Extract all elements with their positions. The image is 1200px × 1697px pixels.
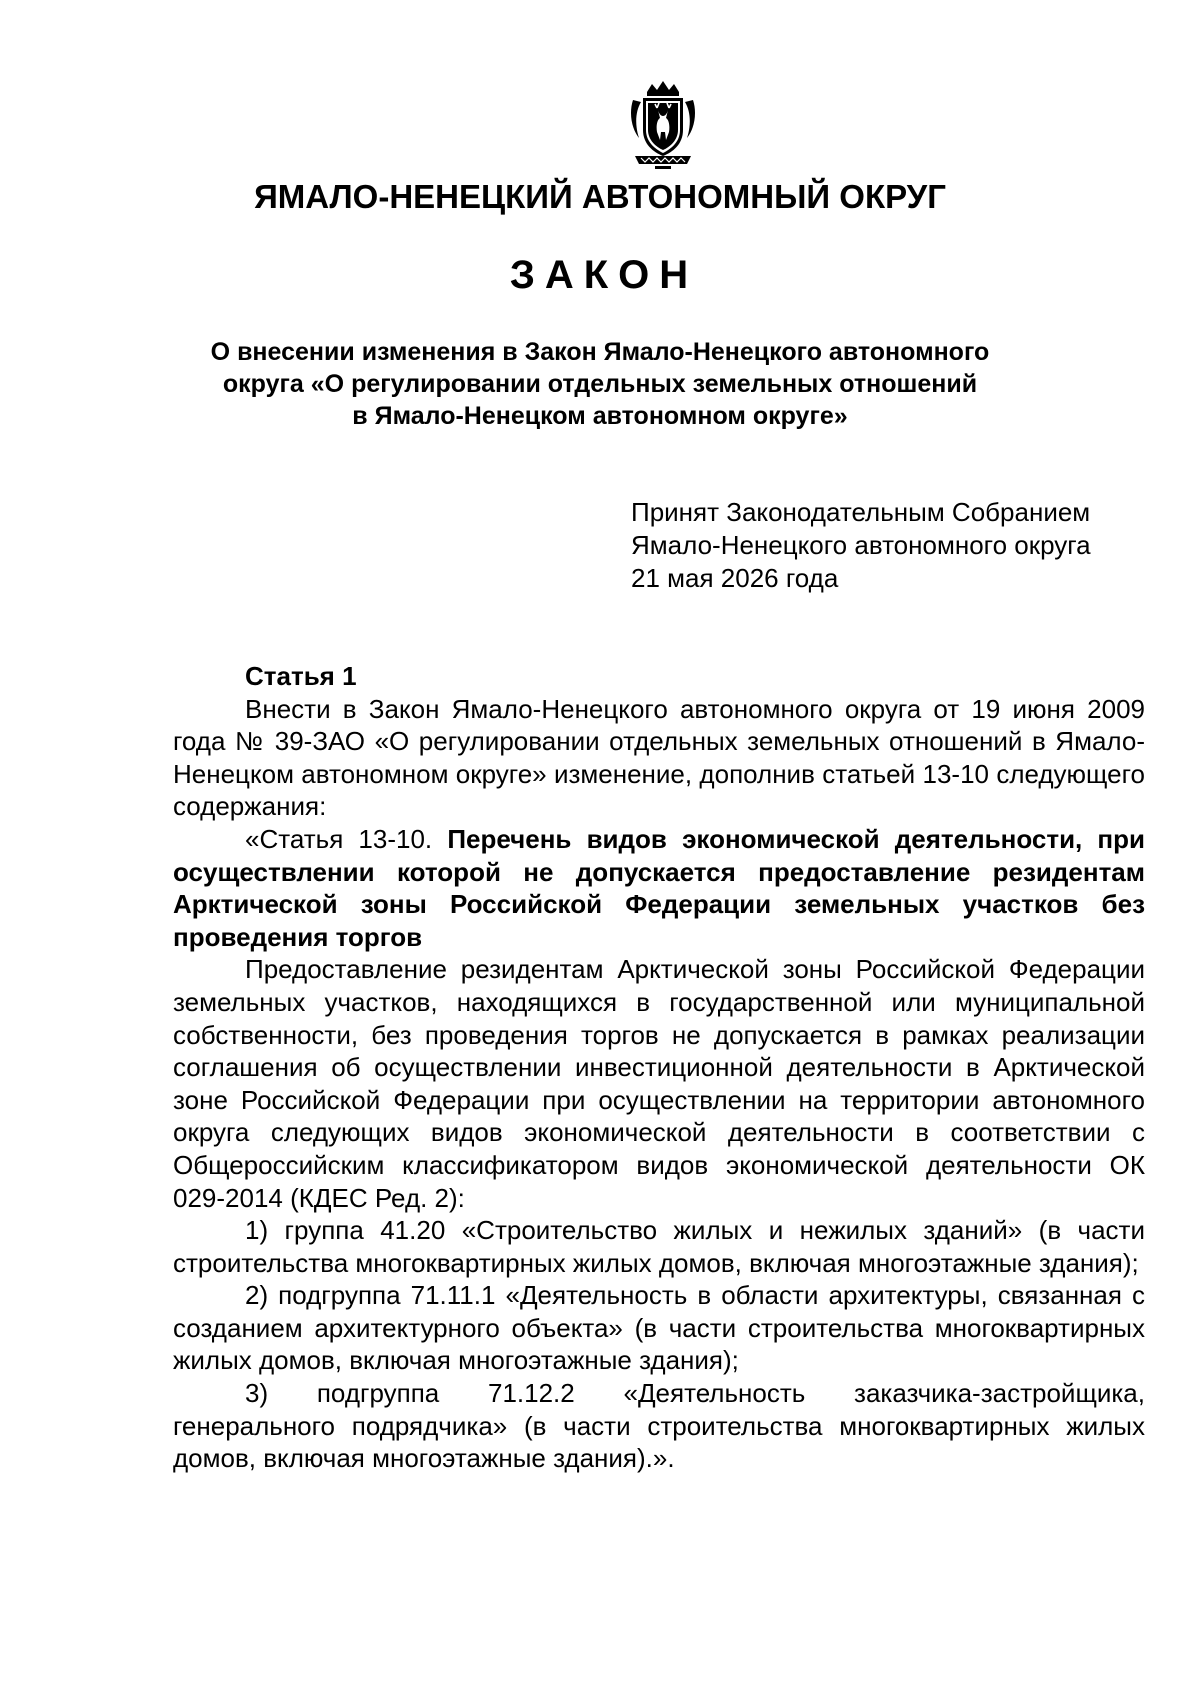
new-article-text: Предоставление резидентам Арктической зоны Российской Федерации земельных участков, находящихся в государственной или муниципальной собственности, без проведения торгов не допускается в рамках реализации соглашения об осуществлении инвестиционной деятельности в Арктической зоне Российской Федерации при осуществлении на территории автономного округа следующих видов экономической деятельности в соответствии с Общероссийским классификатором видов экономической деятельности ОК 029-2014 (КДЕС Ред. 2): — [173, 954, 1145, 1213]
adoption-block — [631, 496, 1151, 595]
list-item: 1) группа 41.20 «Строительство жилых и нежилых зданий» (в части строительства многоквартирных жилых домов, включая многоэтажные здания); — [173, 1215, 1145, 1278]
law-title-line: в Ямало-Ненецком автономном округе» — [352, 402, 848, 430]
article-intro: Внести в Закон Ямало-Ненецкого автономного округа от 19 июня 2009 года № 39-ЗАО «О регулировании отдельных земельных отношений в Ямало-Ненецком автономном округе» изменение, дополнив статьей 13-10 следующего содержания: — [173, 693, 1145, 822]
article-heading: Статья 1 — [245, 661, 357, 691]
new-article-prefix: «Статья 13-10. — [245, 823, 448, 854]
adoption-date: 21 мая 2026 года — [631, 563, 839, 593]
adoption-line: Ямало-Ненецкого автономного округа — [631, 530, 1091, 560]
article-1 — [173, 660, 1145, 1475]
list-item: 3) подгруппа 71.12.2 «Деятельность заказчика-застройщика, генерального подрядчика» (в части строительства многоквартирных жилых домов, включая многоэтажные здания).». — [173, 1378, 1145, 1474]
document-type: ЗАКОН — [509, 253, 699, 297]
law-title — [180, 336, 1020, 432]
new-article-title: Перечень видов экономической деятельности, при осуществлении которой не допускается предоставление резидентам Арктической зоны Российской Федерации земельных участков без проведения торгов — [173, 823, 1146, 952]
new-article-heading — [173, 823, 1145, 953]
region-name: ЯМАЛО-НЕНЕЦКИЙ АВТОНОМНЫЙ ОКРУГ — [254, 178, 946, 215]
law-title-line: О внесении изменения в Закон Ямало-Ненецкого автономного — [210, 338, 990, 366]
list-item: 2) подгруппа 71.11.1 «Деятельность в области архитектуры, связанная с созданием архитектурного объекта» (в части строительства многоквартирных жилых домов, включая многоэтажные здания); — [173, 1280, 1145, 1376]
yamal-coat-of-arms-icon — [625, 78, 701, 172]
law-title-line: округа «О регулировании отдельных земельных отношений — [222, 370, 978, 398]
adoption-line: Принят Законодательным Собранием — [631, 497, 1091, 527]
